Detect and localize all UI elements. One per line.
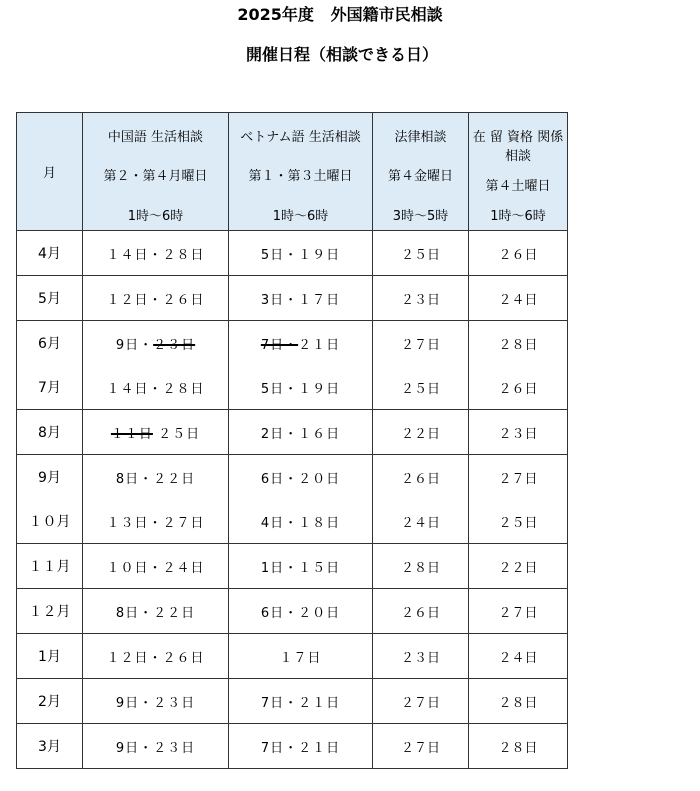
- month-cell: 4月: [17, 231, 83, 276]
- chinese-dates: 9日・ ２３日: [83, 321, 228, 365]
- table-row: [17, 589, 568, 634]
- table-row: [17, 455, 568, 544]
- vietnamese-dates: 7日・２１日: [229, 679, 373, 724]
- vietnamese-dates: １７日: [229, 634, 373, 679]
- chinese-dates: 8日・２２日: [83, 589, 229, 634]
- legal-dates: ２７日: [373, 679, 469, 724]
- month-cell: 1月: [17, 634, 83, 679]
- month-cell: 3月: [17, 724, 83, 769]
- vietnamese-dates: 6日・２０日: [260, 471, 341, 487]
- legal-dates: ２３日: [373, 634, 469, 679]
- page-title: [0, 2, 690, 25]
- vietnamese-dates: 2日・１６日: [229, 410, 373, 455]
- title-name: 外国籍市民相談: [330, 5, 443, 24]
- chinese-dates: １０日・２４日: [83, 544, 229, 589]
- table-row: [17, 276, 568, 321]
- vietnamese-dates: 7日・２１日: [229, 724, 373, 769]
- residence-dates: ２８日: [469, 679, 568, 724]
- month-cell: １１月: [17, 544, 83, 589]
- table-row: [17, 724, 568, 769]
- residence-dates: ２８日: [498, 337, 538, 353]
- residence-dates: ２５日: [498, 515, 538, 531]
- legal-dates: ２６日: [400, 471, 440, 487]
- vietnamese-dates: 5日・１９日: [260, 381, 341, 397]
- header-month: 月: [17, 113, 83, 231]
- title-year: 2025年度: [237, 5, 314, 24]
- cancelled-date: １１日: [110, 426, 153, 442]
- month-cell: １０月: [28, 514, 71, 530]
- table-row: [17, 231, 568, 276]
- vietnamese-dates: 1日・１５日: [229, 544, 373, 589]
- residence-dates: ２３日: [469, 410, 568, 455]
- table-row: [17, 321, 568, 410]
- residence-dates: ２４日: [469, 634, 568, 679]
- residence-dates: ２７日: [469, 589, 568, 634]
- chinese-dates: １１日 ２５日: [83, 410, 229, 455]
- table-row: [17, 634, 568, 679]
- chinese-dates: １２日・２６日: [83, 634, 229, 679]
- header-chinese: 中国語 生活相談 第２・第４月曜日 1時～6時: [83, 113, 229, 231]
- month-cell: 6月: [38, 336, 61, 352]
- legal-dates: ２２日: [373, 410, 469, 455]
- residence-dates: ２７日: [498, 471, 538, 487]
- month-cell: 2月: [17, 679, 83, 724]
- header-residence: 在 留 資格 関係相談 第４土曜日 1時～6時: [469, 113, 568, 231]
- residence-dates: ２６日: [469, 231, 568, 276]
- header-vietnamese: ベトナム語 生活相談 第１・第３土曜日 1時～6時: [229, 113, 373, 231]
- legal-dates: ２５日: [400, 381, 440, 397]
- chinese-dates: １４日・２８日: [83, 231, 229, 276]
- chinese-dates: 9日・２３日: [83, 679, 229, 724]
- vietnamese-dates: 7日・ ２１日: [229, 321, 372, 365]
- legal-dates: ２７日: [373, 724, 469, 769]
- residence-dates: ２８日: [469, 724, 568, 769]
- table-row: [17, 544, 568, 589]
- residence-dates: ２２日: [469, 544, 568, 589]
- header-legal: 法律相談 第４金曜日 3時～5時: [373, 113, 469, 231]
- vietnamese-dates: 3日・１７日: [229, 276, 373, 321]
- header-row: [17, 113, 568, 231]
- residence-dates: ２６日: [498, 381, 538, 397]
- page-subtitle: 開催日程（相談できる日）: [245, 45, 438, 64]
- month-cell: 8月: [17, 410, 83, 455]
- month-cell: 5月: [17, 276, 83, 321]
- month-cell: 9月: [38, 470, 61, 486]
- schedule-table: [16, 112, 568, 769]
- legal-dates: ２６日: [373, 589, 469, 634]
- chinese-dates: １３日・２７日: [106, 515, 205, 531]
- chinese-dates: 9日・２３日: [83, 724, 229, 769]
- legal-dates: ２８日: [373, 544, 469, 589]
- legal-dates: ２７日: [400, 337, 440, 353]
- chinese-dates: １２日・２６日: [83, 276, 229, 321]
- month-cell: 7月: [38, 380, 61, 396]
- chinese-dates: １４日・２８日: [106, 381, 205, 397]
- vietnamese-dates: 5日・１９日: [229, 231, 373, 276]
- legal-dates: ２３日: [373, 276, 469, 321]
- legal-dates: ２４日: [400, 515, 440, 531]
- cancelled-date: 7日・: [260, 337, 299, 353]
- vietnamese-dates: 6日・２０日: [229, 589, 373, 634]
- month-cell: １２月: [17, 589, 83, 634]
- table-row: [17, 679, 568, 724]
- chinese-dates: 8日・２２日: [115, 471, 196, 487]
- cancelled-date: ２３日: [153, 337, 196, 353]
- table-row: [17, 410, 568, 455]
- residence-dates: ２４日: [469, 276, 568, 321]
- legal-dates: ２５日: [373, 231, 469, 276]
- vietnamese-dates: 4日・１８日: [260, 515, 341, 531]
